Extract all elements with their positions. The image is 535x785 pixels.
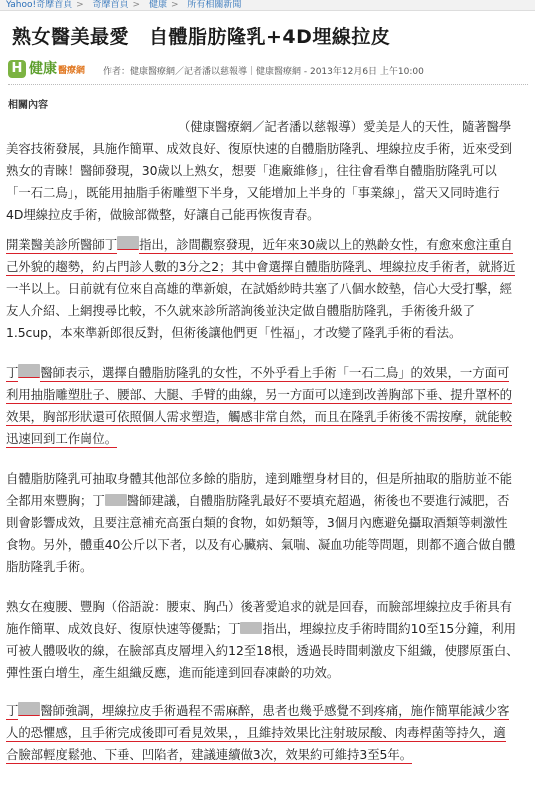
body-line: 熟女的青睞！醫師發現，30歲以上熟女，想要「進廠維修」，往往會看準自體脂肪隆乳可以 <box>6 163 497 178</box>
body-line: 彈性蛋白增生，產生組織反應，進而能達到回春凍齡的功效。 <box>6 665 340 680</box>
breadcrumb-separator: > <box>76 0 84 10</box>
source-logo-name: 健康 <box>29 61 57 77</box>
underlined-text: 人的恐懼感，且手術完成後即可看見效果，，且維持效果比注射玻尿酸、肉毒桿菌等持久，適 <box>6 725 506 740</box>
article-title <box>12 22 527 49</box>
source-logo-text <box>29 60 85 80</box>
underlined-text: 醫師強調，埋線拉皮手術過程不需麻醉，患者也幾乎感覺不到疼痛，施作簡單能減少客 <box>40 703 510 718</box>
body-line <box>6 234 513 256</box>
body-line: （健康醫療網／記者潘以慈報導）愛美是人的天性，隨著醫學 <box>178 119 512 134</box>
underlined-text: 迅速回到工作崗位。 <box>6 431 118 446</box>
redacted-name <box>240 622 262 634</box>
body-line: 自體脂肪隆乳可抽取身體其他部位多餘的脂肪，達到雕塑身材目的，但是所抽取的脂肪並不能 <box>6 471 512 486</box>
body-line: 友人介紹、上網搜尋比較，不久就來診所諮詢後並決定做自體脂肪隆乳，手術後升級了 <box>6 303 475 318</box>
underlined-text: 丁 <box>6 703 19 718</box>
underlined-text: 醫師表示，選擇自體脂肪隆乳的女性，不外乎看上手術「一石二鳥」的效果，一方面可 <box>40 365 510 380</box>
body-line <box>6 618 516 640</box>
article-title-sub: 自體脂肪隆乳+4D埋線拉皮 <box>149 26 391 48</box>
redacted-name <box>18 364 40 378</box>
body-line <box>6 744 412 766</box>
article-title-main: 熟女醫美最愛 <box>12 26 130 48</box>
body-line: 「一石二鳥」，既能用抽脂手術雕塑下半身，又能增加上半身的「事業線」，當天又同時進行 <box>6 185 500 200</box>
body-line: 美容技術發展，具施作簡單、成效良好、復原快速的自體脂肪隆乳、埋線拉皮手術，近來受到 <box>6 141 512 156</box>
breadcrumb-related-link[interactable]: 所有相關新聞 <box>187 0 242 10</box>
health-logo-icon: H <box>8 60 26 78</box>
underlined-text: 己外貌的趨勢，約占門診人數的3分之2；其中會選擇自體脂肪隆乳、埋線拉皮手術者，就將近 <box>6 259 516 274</box>
redacted-name <box>117 236 139 250</box>
underlined-text: 合臉部輕度鬆弛、下垂、凹陷者，建議連續做3次，效果約可維持3至5年。 <box>6 747 413 762</box>
body-line: 可被人體吸收的線，在臉部真皮層埋入約12至18根，透過長時間刺激皮下組織，使膠原蛋白、 <box>6 643 519 658</box>
body-line <box>6 406 512 428</box>
breadcrumb-separator: > <box>170 0 179 10</box>
body-line: 脂肪隆乳手術。 <box>6 559 93 574</box>
body-line <box>6 490 509 512</box>
body-text: 指出，埋線拉皮手術時間約10至15分鐘，利用 <box>262 621 516 636</box>
underlined-text: 開業醫美診所醫師丁 <box>6 237 118 252</box>
source-logo-small: 醫療網 <box>58 66 86 76</box>
byline: 作者：健康醫療網／記者潘以慈報導｜健康醫療網 - 2013年12月6日 上午10:00 <box>103 67 424 77</box>
body-line: 1.5cup，本來準新郎很反對，但術後讓他們更「性福」，才改變了隆乳手術的看法。 <box>6 325 462 340</box>
body-line: 食物。另外，體重40公斤以下者，以及有心臟病、氣喘、凝血功能等問題，則都不適合做自體 <box>6 537 516 552</box>
breadcrumb-yahoo-link[interactable]: 奇摩首頁 <box>92 0 129 10</box>
source-logo[interactable] <box>8 60 94 80</box>
body-line <box>6 722 506 744</box>
related-content-label: 相關內容 <box>8 100 48 111</box>
body-line: 熟女在瘦腰、豐胸（俗語說：腰束、胸凸）後著愛追求的就是回春，而臉部埋線拉皮手術具有 <box>6 599 512 614</box>
body-line: 一半以上。日前就有位來自高雄的準新娘，在試婚紗時共塞了八個水餃墊，信心大受打擊，經 <box>6 281 512 296</box>
body-text: 全都用來豐胸；丁 <box>6 493 105 508</box>
underlined-text: 利用抽脂雕塑肚子、腰部、大腿、手臂的曲線，另一方面可以達到改善胸部下垂、提升罩杯的 <box>6 387 512 402</box>
body-line: 4D埋線拉皮手術，做臉部微整，好讓自己能再恢復青春。 <box>6 207 320 222</box>
breadcrumb-health-link[interactable]: 健康 <box>148 0 167 10</box>
underlined-text: 指出，診間觀察發現，近年來30歲以上的熟齡女性，有愈來愈注重自 <box>139 237 513 252</box>
body-line <box>6 428 117 450</box>
body-line: 則會影響成效，且要注意補充高蛋白類的食物，如奶類等，3個月內應避免攝取酒類等刺激性 <box>6 515 508 530</box>
body-text: 施作簡單、成效良好、復原快速等優點；丁 <box>6 621 241 636</box>
breadcrumb-home-link[interactable]: Yahoo!奇摩首頁 <box>6 0 73 10</box>
article-meta <box>8 58 528 82</box>
body-line <box>6 384 512 406</box>
breadcrumb-separator: > <box>132 0 141 10</box>
redacted-name <box>18 702 40 716</box>
breadcrumb <box>0 0 535 11</box>
body-line <box>6 256 515 278</box>
underlined-text: 丁 <box>6 365 19 380</box>
divider <box>8 84 528 85</box>
redacted-name <box>105 494 127 506</box>
underlined-text: 效果，胸部形狀還可依照個人需求塑造，觸感非常自然，而且在隆乳手術後不需按摩，就能較 <box>6 409 512 424</box>
body-line <box>6 362 509 384</box>
body-line <box>6 700 509 722</box>
body-text: 醫師建議，自體脂肪隆乳最好不要填充超過，術後也不要進行減肥，否 <box>126 493 510 508</box>
